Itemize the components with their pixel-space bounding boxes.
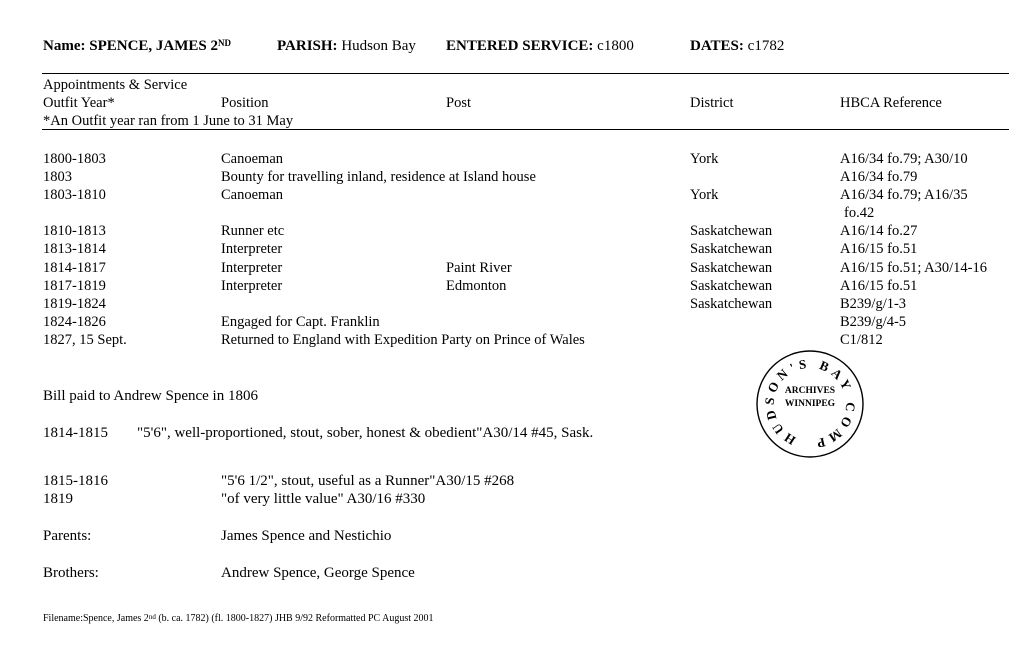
filename-footer: Filename:Spence, James 2nd (b. ca. 1782) (fl. 1800-1827) JHB 9/92 Reformatted PC August 2001 — [43, 613, 434, 624]
description-year-3: 1819 — [43, 491, 73, 507]
parish-label: PARISH: — [277, 38, 338, 54]
row-position: Canoeman — [221, 151, 284, 167]
archives-stamp — [752, 348, 868, 460]
section-title: Appointments & Service — [43, 77, 188, 93]
row-district: Saskatchewan — [690, 241, 773, 257]
stamp-ring-text: HUDSON'S BAY COMP — [761, 355, 859, 452]
table-row — [0, 331, 1024, 349]
col-district: District — [690, 95, 734, 111]
parents-label: Parents: — [43, 528, 92, 544]
dates-label: DATES: — [690, 38, 744, 54]
table-row — [0, 259, 1024, 277]
row-year: 1800-1803 — [43, 151, 106, 167]
row-position: Interpreter — [221, 241, 283, 257]
dates-field — [690, 37, 784, 55]
row-post: Paint River — [446, 260, 512, 276]
name-field — [43, 37, 231, 55]
brothers-value: Andrew Spence, George Spence — [221, 565, 415, 581]
row-reference: A16/14 fo.27 — [840, 223, 918, 239]
table-row — [0, 240, 1024, 258]
row-district: York — [690, 187, 719, 203]
description-year-2: 1815-1816 — [43, 473, 108, 489]
row-reference: C1/812 — [840, 332, 883, 348]
row-position: Returned to England with Expedition Party on Prince of Wales — [221, 332, 585, 348]
col-position: Position — [221, 95, 269, 111]
table-row — [0, 150, 1024, 168]
row-reference: B239/g/1-3 — [840, 296, 907, 312]
row-reference: A16/34 fo.79; A16/35 — [840, 187, 968, 203]
description-text-2: "5'6 1/2", stout, useful as a Runner"A30/15 #268 — [221, 473, 515, 489]
row-position: Interpreter — [221, 278, 283, 294]
table-row — [0, 313, 1024, 331]
columns-rule — [42, 129, 1009, 130]
row-district: Saskatchewan — [690, 223, 773, 239]
row-year: 1824-1826 — [43, 314, 106, 330]
stamp-line1: ARCHIVES — [784, 386, 836, 396]
stamp-line2: WINNIPEG — [784, 399, 836, 409]
row-position: Bounty for travelling inland, residence at Island house — [221, 169, 536, 185]
col-reference: HBCA Reference — [840, 95, 942, 111]
name-label: Name: — [43, 38, 86, 54]
description-text-3: "of very little value" A30/16 #330 — [221, 491, 426, 507]
table-row — [0, 204, 1024, 222]
row-year: 1827, 15 Sept. — [43, 332, 127, 348]
description-text-1: "5'6", well-proportioned, stout, sober, honest & obedient"A30/14 #45, Sask. — [137, 425, 594, 441]
parish-field — [277, 37, 416, 55]
description-year-1: 1814-1815 — [43, 425, 108, 441]
entered-service-field — [446, 37, 634, 55]
row-year: 1803-1810 — [43, 187, 106, 203]
row-position: Canoeman — [221, 187, 284, 203]
row-reference: A16/15 fo.51; A30/14-16 — [840, 260, 988, 276]
row-district: Saskatchewan — [690, 260, 773, 276]
brothers-label: Brothers: — [43, 565, 99, 581]
parents-value: James Spence and Nestichio — [221, 528, 392, 544]
row-post: Edmonton — [446, 278, 507, 294]
row-reference: A16/15 fo.51 — [840, 278, 918, 294]
table-row — [0, 222, 1024, 240]
row-year: 1814-1817 — [43, 260, 106, 276]
table-row — [0, 186, 1024, 204]
header-rule — [42, 73, 1009, 74]
name-value: SPENCE, JAMES 2ND — [89, 38, 232, 54]
row-district: Saskatchewan — [690, 296, 773, 312]
row-reference: A16/34 fo.79; A30/10 — [840, 151, 968, 167]
row-reference: fo.42 — [844, 205, 875, 221]
row-district: Saskatchewan — [690, 278, 773, 294]
row-reference: A16/15 fo.51 — [840, 241, 918, 257]
outfit-footnote: *An Outfit year ran from 1 June to 31 May — [43, 113, 294, 129]
row-reference: A16/34 fo.79 — [840, 169, 918, 185]
row-year: 1817-1819 — [43, 278, 106, 294]
table-row — [0, 295, 1024, 313]
row-district: York — [690, 151, 719, 167]
bill-note: Bill paid to Andrew Spence in 1806 — [43, 388, 258, 404]
row-position: Runner etc — [221, 223, 285, 239]
dates-value: c1782 — [747, 38, 785, 54]
row-year: 1803 — [43, 169, 72, 185]
col-post: Post — [446, 95, 471, 111]
row-position: Engaged for Capt. Franklin — [221, 314, 380, 330]
parish-value: Hudson Bay — [341, 38, 416, 54]
stamp-seal — [752, 348, 868, 460]
entered-service-label: ENTERED SERVICE: — [446, 38, 594, 54]
row-year: 1819-1824 — [43, 296, 106, 312]
col-outfit-year: Outfit Year* — [43, 95, 115, 111]
row-reference: B239/g/4-5 — [840, 314, 907, 330]
row-position: Interpreter — [221, 260, 283, 276]
table-row — [0, 277, 1024, 295]
row-year: 1813-1814 — [43, 241, 106, 257]
entered-service-value: c1800 — [597, 38, 634, 54]
table-row — [0, 168, 1024, 186]
row-year: 1810-1813 — [43, 223, 106, 239]
